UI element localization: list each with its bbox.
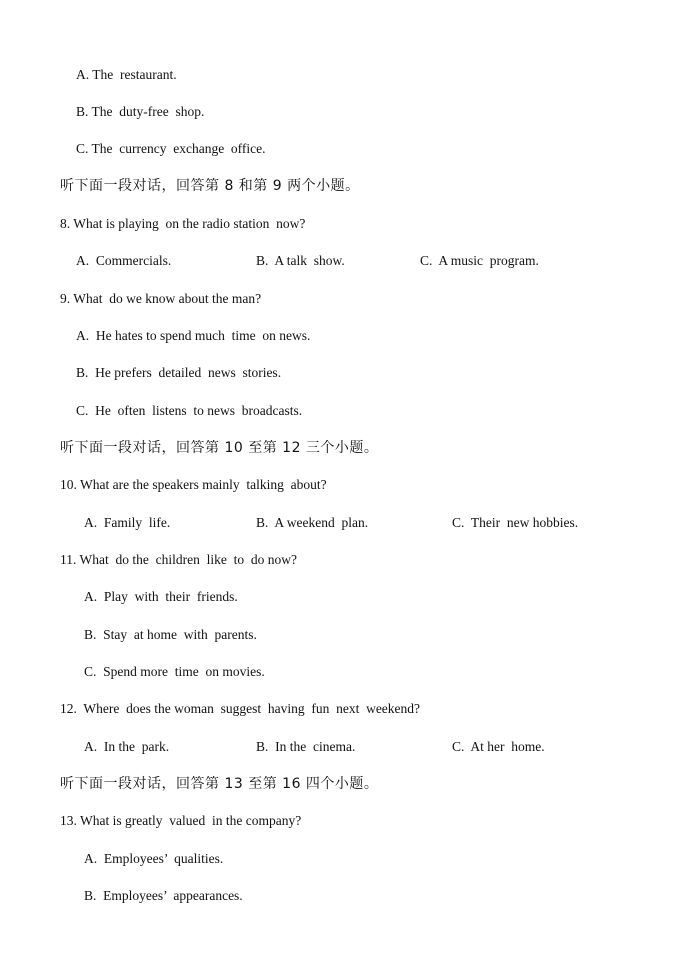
- q8-question: 8. What is playing on the radio station now?: [60, 216, 306, 231]
- q10-question: 10. What are the speakers mainly talking about?: [60, 477, 327, 492]
- q12-option-c: C. At her home.: [452, 739, 545, 754]
- q13-option-b: B. Employees’ appearances.: [84, 888, 243, 903]
- q12-question: 12. Where does the woman suggest having fun next weekend?: [60, 701, 421, 716]
- q8-option-a: A. Commercials.: [76, 253, 172, 268]
- q12-option-b: B. In the cinema.: [256, 739, 356, 754]
- q9-option-b: B. He prefers detailed news stories.: [76, 365, 282, 380]
- section-instruction-13-16: 听下面一段对话，回答第 13 至第 16 四个小题。: [60, 776, 379, 792]
- q7-option-b: B. The duty-free shop.: [76, 104, 205, 119]
- q9-option-a: A. He hates to spend much time on news.: [76, 328, 311, 343]
- q9-question: 9. What do we know about the man?: [60, 291, 262, 306]
- q12-option-a: A. In the park.: [84, 739, 170, 754]
- q13-question: 13. What is greatly valued in the company?: [60, 813, 302, 828]
- q9-option-c: C. He often listens to news broadcasts.: [76, 403, 303, 418]
- section-instruction-10-12: 听下面一段对话，回答第 10 至第 12 三个小题。: [60, 440, 379, 456]
- q11-option-b: B. Stay at home with parents.: [84, 627, 257, 642]
- q11-option-a: A. Play with their friends.: [84, 589, 238, 604]
- q11-question: 11. What do the children like to do now?: [60, 552, 297, 567]
- q11-option-c: C. Spend more time on movies.: [84, 664, 265, 679]
- q10-option-c: C. Their new hobbies.: [452, 515, 579, 530]
- q8-option-b: B. A talk show.: [256, 253, 345, 268]
- q10-option-a: A. Family life.: [84, 515, 171, 530]
- q8-option-c: C. A music program.: [420, 253, 539, 268]
- q7-option-c: C. The currency exchange office.: [76, 141, 266, 156]
- q13-option-a: A. Employees’ qualities.: [84, 851, 224, 866]
- q7-option-a: A. The restaurant.: [76, 67, 177, 82]
- section-instruction-8-9: 听下面一段对话，回答第 8 和第 9 两个小题。: [60, 178, 360, 194]
- q10-option-b: B. A weekend plan.: [256, 515, 369, 530]
